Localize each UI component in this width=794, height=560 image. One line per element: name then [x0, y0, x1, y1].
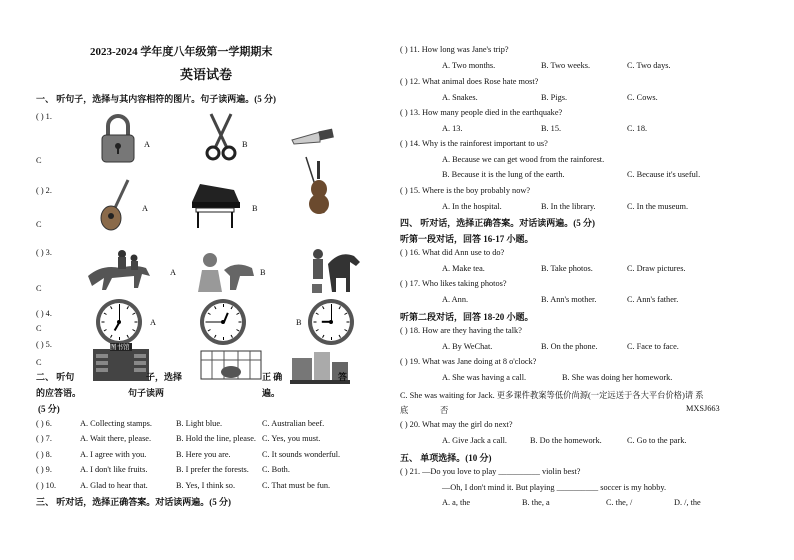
q20-option-b: B. Do the homework. [530, 436, 602, 445]
q20-stem: ( ) 20. What may the girl do next? [400, 420, 513, 429]
q5-number: ( ) 5. [36, 340, 52, 349]
section5-heading: 五、 单项选择。(10 分) [400, 453, 492, 463]
q17-option-a: A. Ann. [442, 295, 469, 304]
q1-option-a: A [144, 140, 150, 149]
q14-option-c: C. Because it's useful. [627, 170, 701, 179]
exam-subtitle: 英语试卷 [180, 67, 233, 82]
q17-option-b: B. Ann's mother. [541, 295, 597, 304]
q9-number: ( ) 9. [36, 465, 52, 474]
watermark-code: MXSJ663 [686, 404, 720, 413]
q14-option-a: A. Because we can get wood from the rainforest. [442, 155, 605, 164]
q2-option-b: B [252, 204, 258, 213]
q19-option-b: B. She was doing her homework. [562, 373, 673, 382]
section2-line1-d: 答 [338, 372, 348, 382]
q6-option-c: C. Australian beef. [262, 419, 325, 428]
q7-option-c: C. Yes, you must. [262, 434, 321, 443]
q20-option-c: C. Go to the park. [627, 436, 687, 445]
q21-option-c: C. the, / [606, 498, 633, 507]
q21-line2: —Oh, I don't mind it. But playing __________ soccer is my hobby. [442, 483, 667, 492]
q1-option-c: C [36, 156, 42, 165]
girl-horse-icon [196, 250, 258, 294]
q2-option-a: A [142, 204, 148, 213]
q19-option-c-wrap-b: 否 [440, 406, 449, 415]
section2-line2-a: 的应答语。 [36, 388, 82, 398]
q4-option-a: A [150, 318, 156, 327]
q17-stem: ( ) 17. Who likes taking photos? [400, 279, 507, 288]
q6-option-b: B. Light blue. [176, 419, 223, 428]
q1-option-b: B [242, 140, 248, 149]
q6-number: ( ) 6. [36, 419, 52, 428]
part2-heading: 听第二段对话，回答 18-20 小题。 [400, 312, 534, 322]
q12-stem: ( ) 12. What animal does Rose hate most? [400, 77, 539, 86]
q3-option-a: A [170, 268, 176, 277]
q16-option-c: C. Draw pictures. [627, 264, 686, 273]
q21-option-b: B. the, a [522, 498, 550, 507]
q12-option-c: C. Cows. [627, 93, 658, 102]
q15-option-b: B. In the library. [541, 202, 596, 211]
q13-option-b: B. 15. [541, 124, 562, 133]
q19-option-c-wrap-a: 底 [400, 406, 409, 415]
q2-number: ( ) 2. [36, 186, 52, 195]
q15-option-c: C. In the museum. [627, 202, 689, 211]
q21-stem: ( ) 21. —Do you love to play __________ violin best? [400, 467, 581, 476]
guitar-icon [98, 178, 134, 234]
man-horse-icon [306, 246, 362, 296]
q3-option-c: C [36, 284, 42, 293]
q18-stem: ( ) 18. How are they having the talk? [400, 326, 522, 335]
q13-option-c: C. 18. [627, 124, 648, 133]
section2-line2-c: 遍。 [262, 388, 281, 398]
q7-number: ( ) 7. [36, 434, 52, 443]
q9-option-c: C. Both. [262, 465, 290, 474]
scissors-icon [205, 112, 237, 162]
q12-option-a: A. Snakes. [442, 93, 478, 102]
violin-icon [300, 155, 336, 217]
q8-option-c: C. It sounds wonderful. [262, 450, 341, 459]
knife-icon [290, 128, 334, 148]
q10-option-b: B. Yes, I think so. [176, 481, 236, 490]
q8-option-a: A. I agree with you. [80, 450, 147, 459]
q19-option-a: A. She was having a call. [442, 373, 527, 382]
section3-heading: 三、 听对话，选择正确答案。对话读两遍。(5 分) [36, 497, 231, 507]
q2-option-c: C [36, 220, 42, 229]
q11-option-a: A. Two months. [442, 61, 496, 70]
section2-line1-a: 二、 听句 [36, 372, 75, 382]
q3-number: ( ) 3. [36, 248, 52, 257]
q18-option-c: C. Face to face. [627, 342, 679, 351]
q21-option-d: D. /, the [674, 498, 701, 507]
q12-option-b: B. Pigs. [541, 93, 568, 102]
part1-heading: 听第一段对话，回答 16-17 小题。 [400, 234, 534, 244]
padlock-icon [100, 112, 136, 164]
q21-option-a: A. a, the [442, 498, 471, 507]
q15-stem: ( ) 15. Where is the boy probably now? [400, 186, 531, 195]
q7-option-a: A. Wait there, please. [80, 434, 152, 443]
q4-option-c: C [36, 324, 42, 333]
section2-line1-b: 子，选择 [146, 372, 183, 382]
q10-option-a: A. Glad to hear that. [80, 481, 148, 490]
q9-option-b: B. I prefer the forests. [176, 465, 249, 474]
section2-line1-c: 正 确 [262, 372, 283, 382]
q18-option-b: B. On the phone. [541, 342, 598, 351]
section2-points: (5 分) [38, 404, 60, 414]
section1-heading: 一、 听句子，选择与其内容相符的图片。句子读两遍。(5 分) [36, 94, 276, 104]
q13-stem: ( ) 13. How many people died in the earthquake? [400, 108, 563, 117]
cinema-icon [200, 350, 262, 380]
q17-option-c: C. Ann's father. [627, 295, 679, 304]
q11-option-c: C. Two days. [627, 61, 671, 70]
q6-option-a: A. Collecting stamps. [80, 419, 152, 428]
q7-option-b: B. Hold the line, please. [176, 434, 256, 443]
section2-line2-b: 句子读两 [128, 388, 165, 398]
horse-riders-icon [82, 246, 154, 292]
q19-stem: ( ) 19. What was Jane doing at 8 o'clock? [400, 357, 537, 366]
q16-stem: ( ) 16. What did Ann use to do? [400, 248, 505, 257]
q20-option-a: A. Give Jack a call. [442, 436, 507, 445]
q11-stem: ( ) 11. How long was Jane's trip? [400, 45, 509, 54]
library-sign: 图书馆 [110, 344, 130, 351]
exam-title: 2023-2024 学年度八年级第一学期期末 [90, 46, 273, 58]
q9-option-a: A. I don't like fruits. [80, 465, 148, 474]
piano-icon [190, 180, 242, 230]
clock-a-icon [96, 299, 142, 345]
clock-b-icon [200, 299, 246, 345]
q16-option-a: A. Make tea. [442, 264, 485, 273]
q4-option-b: B [296, 318, 302, 327]
q5-option-c: C [36, 358, 42, 367]
q16-option-b: B. Take photos. [541, 264, 593, 273]
clock-c-icon [308, 299, 354, 345]
q3-option-b: B [260, 268, 266, 277]
q11-option-b: B. Two weeks. [541, 61, 591, 70]
section4-heading: 四、 听对话，选择正确答案。对话读两遍。(5 分) [400, 218, 595, 228]
q19-option-c: C. She was waiting for Jack. 更多课件教案等低价尚源(一定远送于各大平台价格)请 系 [400, 391, 704, 400]
q14-option-b: B. Because it is the lung of the earth. [442, 170, 565, 179]
q13-option-a: A. 13. [442, 124, 463, 133]
q8-number: ( ) 8. [36, 450, 52, 459]
q15-option-a: A. In the hospital. [442, 202, 502, 211]
q10-option-c: C. That must be fun. [262, 481, 331, 490]
q8-option-b: B. Here you are. [176, 450, 231, 459]
q4-number: ( ) 4. [36, 309, 52, 318]
q10-number: ( ) 10. [36, 481, 57, 490]
q1-number: ( ) 1. [36, 112, 52, 121]
q14-stem: ( ) 14. Why is the rainforest important to us? [400, 139, 548, 148]
q18-option-a: A. By WeChat. [442, 342, 493, 351]
